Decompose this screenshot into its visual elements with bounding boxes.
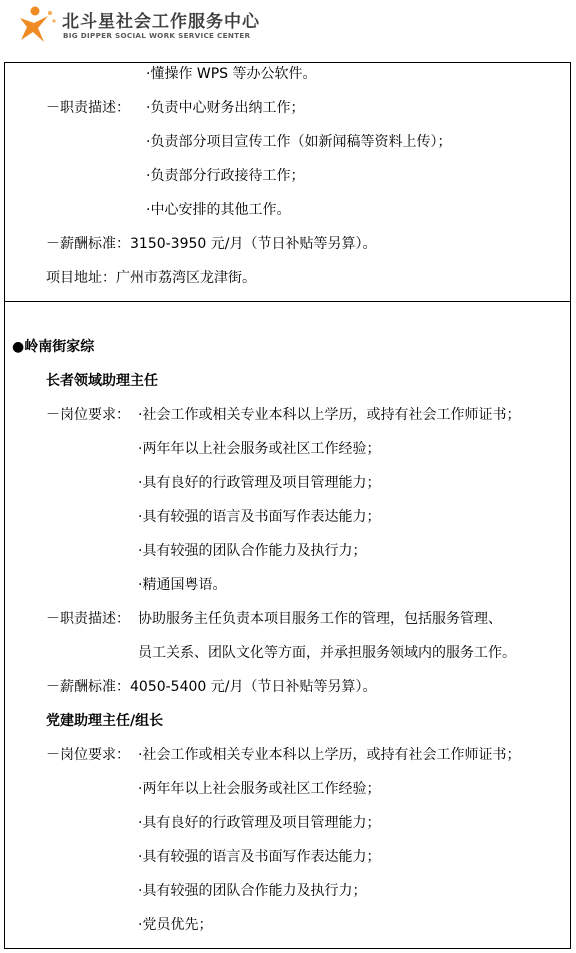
header (0, 0, 576, 62)
requirement-item: ·两年年以上社会服务或社区工作经验； (138, 441, 381, 457)
duty-text: 员工关系、团队文化等方面，并承担服务领域内的服务工作。 (138, 645, 516, 661)
section-title: ●岭南街家综 (12, 339, 95, 355)
requirement-label: －岗位要求： (46, 407, 130, 423)
requirement-item: ·具有良好的行政管理及项目管理能力； (138, 475, 381, 491)
duty-text: 协助服务主任负责本项目服务工作的管理，包括服务管理、 (138, 611, 502, 627)
salary-line: －薪酬标准：4050-5400 元/月（节日补贴等另算）。 (46, 679, 377, 695)
duty-item: ·负责中心财务出纳工作； (146, 100, 305, 116)
requirement-item: ·两年年以上社会服务或社区工作经验； (138, 781, 381, 797)
job-title: 长者领域助理主任 (46, 373, 158, 389)
requirement-item: ·具有较强的语言及书面写作表达能力； (138, 849, 381, 865)
job-title: 党建助理主任/组长 (46, 713, 164, 729)
big-dipper-logo-icon (14, 4, 58, 44)
requirement-item: ·具有良好的行政管理及项目管理能力； (138, 815, 381, 831)
logo-title-en: BIG DIPPER SOCIAL WORK SERVICE CENTER (63, 31, 251, 40)
requirement-item: ·党员优先； (138, 917, 213, 933)
duty-label: －职责描述： (46, 100, 130, 116)
duty-item: ·负责部分项目宣传工作（如新闻稿等资料上传）； (146, 134, 452, 150)
duty-label: －职责描述： (46, 611, 130, 627)
requirement-item: ·具有较强的团队合作能力及执行力； (138, 883, 367, 899)
requirement-label: －岗位要求： (46, 747, 130, 763)
requirement-item: ·社会工作或相关专业本科以上学历，或持有社会工作师证书； (138, 747, 521, 763)
requirement-item: ·具有较强的团队合作能力及执行力； (138, 543, 367, 559)
requirement-item: ·社会工作或相关专业本科以上学历，或持有社会工作师证书； (138, 407, 521, 423)
logo-title-cn: 北斗星社会工作服务中心 (62, 12, 260, 32)
requirement-item: ·具有较强的语言及书面写作表达能力； (138, 509, 381, 525)
duty-item: ·负责部分行政接待工作； (146, 168, 305, 184)
requirement-item: ·精通国粤语。 (138, 577, 227, 593)
address-line: 项目地址：广州市荔湾区龙津街。 (46, 270, 256, 286)
requirement-item: ·懂操作 WPS 等办公软件。 (146, 66, 317, 82)
salary-line: －薪酬标准：3150-3950 元/月（节日补贴等另算）。 (46, 236, 377, 252)
duty-item: ·中心安排的其他工作。 (146, 202, 291, 218)
